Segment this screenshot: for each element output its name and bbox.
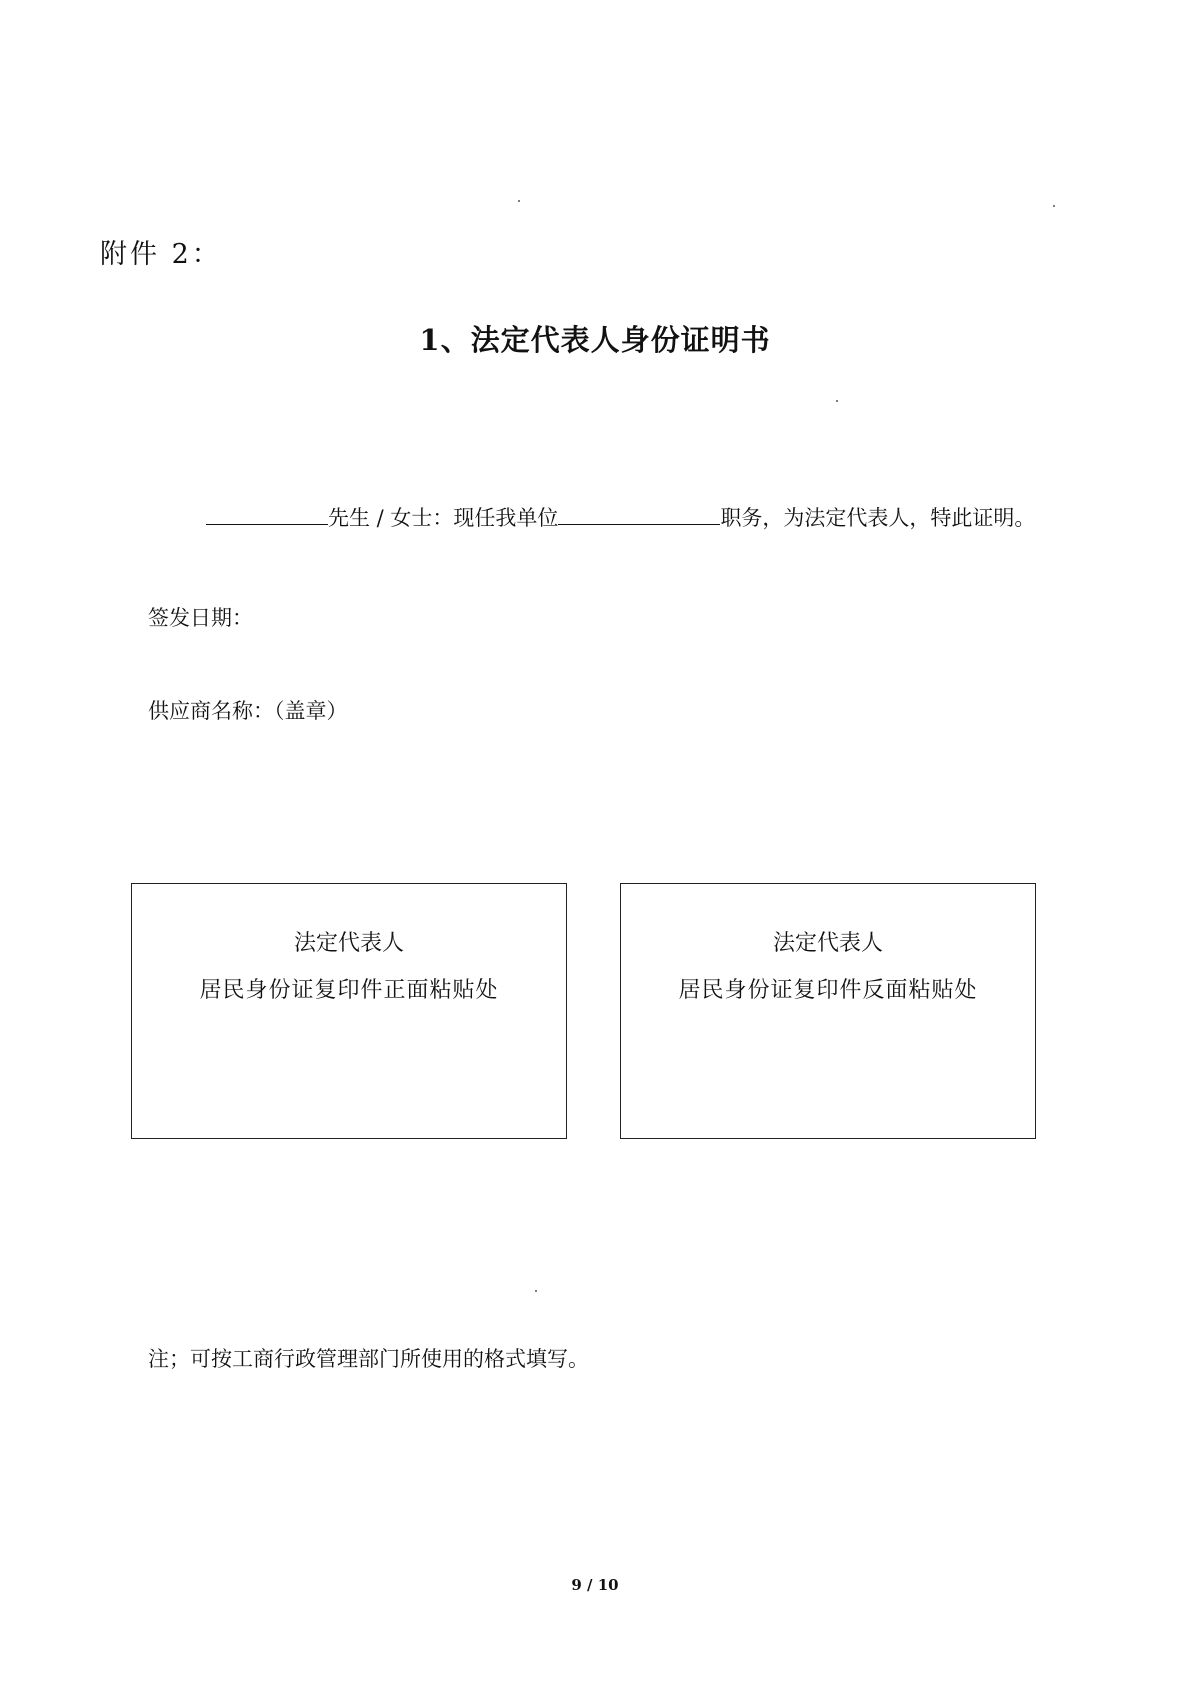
certification-statement: [206, 502, 1035, 532]
supplier-name-label: 供应商名称：（盖章）: [148, 699, 348, 723]
id-front-line2: 居民身份证复印件正面粘贴处: [199, 978, 499, 1003]
id-front-line1: 法定代表人: [293, 931, 404, 956]
scan-speck: [836, 400, 838, 402]
attachment-label: 附件 2：: [100, 239, 222, 270]
document-title: 1、法定代表人身份证明书: [419, 323, 771, 357]
id-back-line1: 法定代表人: [772, 931, 883, 956]
format-note: 注；可按工商行政管理部门所使用的格式填写。: [148, 1347, 589, 1371]
id-front-paste-area: [131, 883, 567, 1139]
position-blank[interactable]: [558, 506, 720, 525]
page-number: 9 / 10: [571, 1576, 619, 1594]
id-back-line2: 居民身份证复印件反面粘贴处: [678, 978, 978, 1003]
id-back-paste-area: [620, 883, 1036, 1139]
issue-date-label: 签发日期：: [148, 606, 253, 630]
scan-speck: [518, 200, 520, 202]
certification-part2: 职务，为法定代表人，特此证明。: [720, 506, 1036, 530]
scan-speck: [1053, 205, 1055, 207]
name-blank[interactable]: [206, 506, 328, 525]
scan-speck: [535, 1290, 537, 1292]
certification-part1: 先生 / 女士：现任我单位: [328, 506, 559, 530]
